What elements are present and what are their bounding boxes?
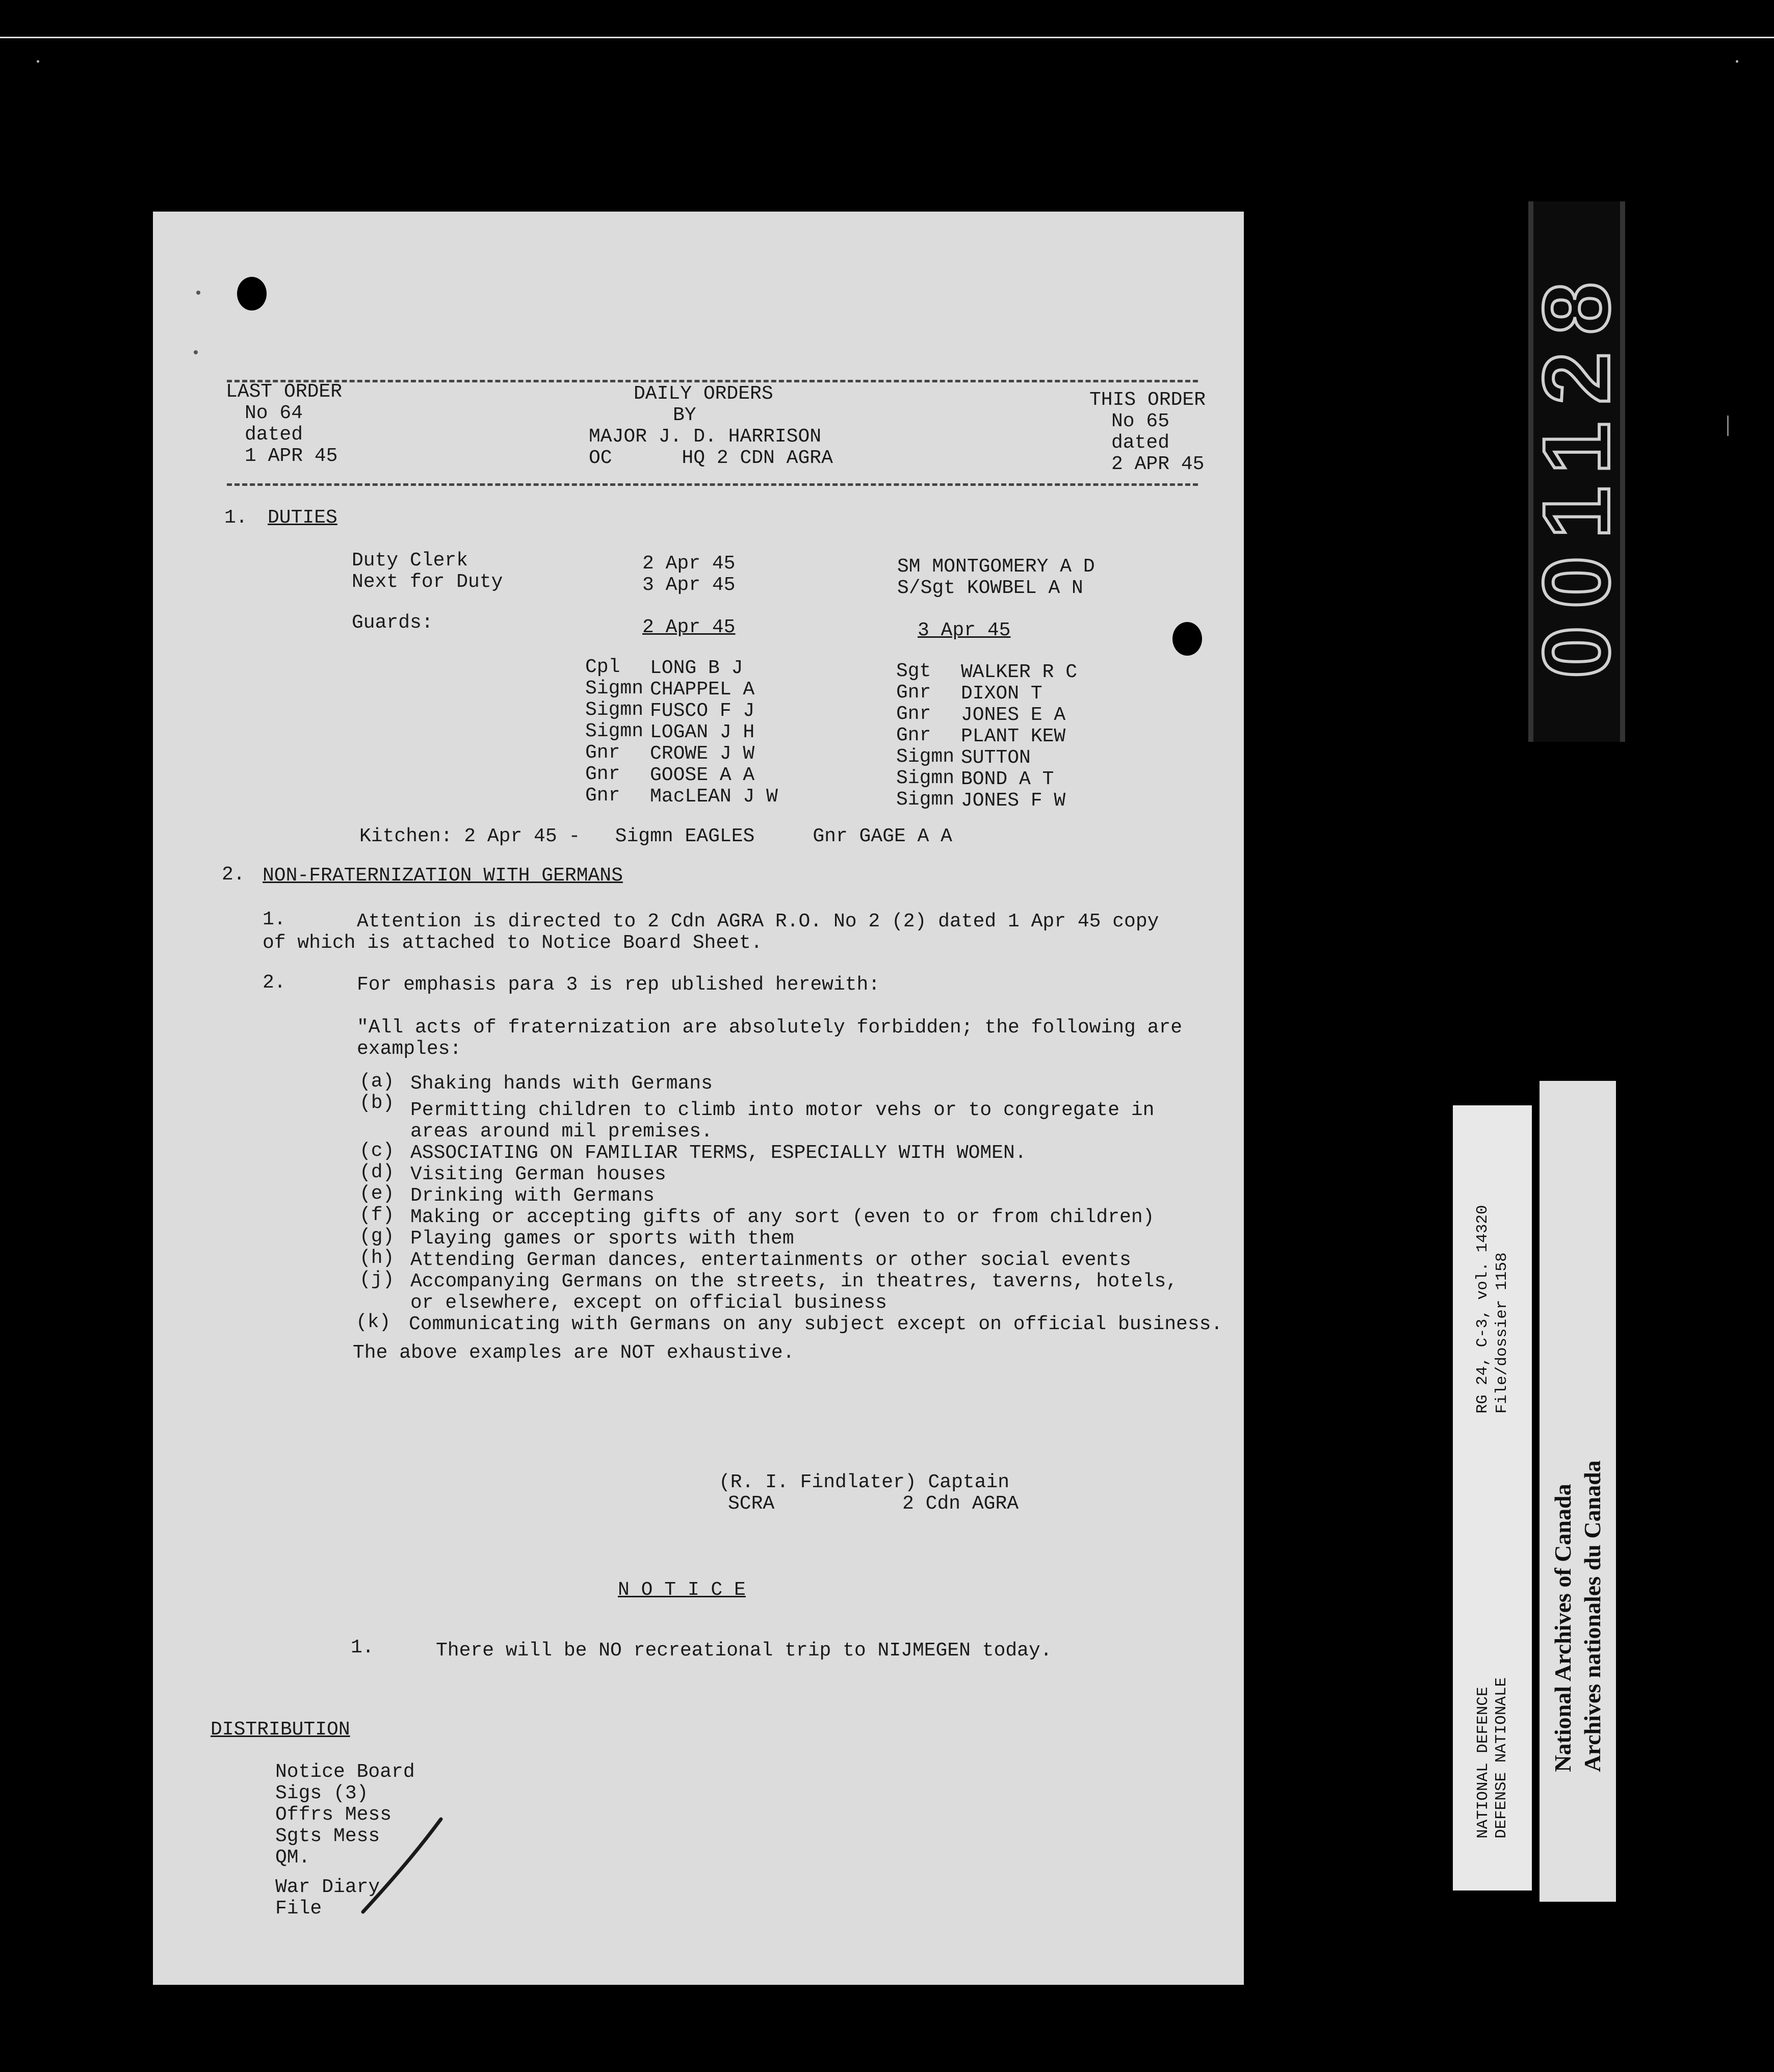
guard-rank: Gnr bbox=[585, 742, 620, 764]
punch-hole bbox=[237, 277, 267, 310]
top-border-line bbox=[0, 37, 1774, 38]
guard-name: SUTTON bbox=[961, 747, 1031, 769]
this-order-date: 2 APR 45 bbox=[1111, 453, 1205, 475]
list-item-text: Shaking hands with Germans bbox=[410, 1073, 713, 1095]
distribution-item: Offrs Mess bbox=[275, 1804, 392, 1826]
this-order-dated-label: dated bbox=[1111, 432, 1170, 454]
guard-rank: Gnr bbox=[896, 724, 931, 746]
list-item-key: (g) bbox=[359, 1226, 395, 1248]
quote-line: "All acts of fraternization are absolutely forbidden; the following are bbox=[357, 1017, 1183, 1039]
guard-rank: Sigmn bbox=[585, 699, 644, 721]
closing-line: The above examples are NOT exhaustive. bbox=[353, 1342, 795, 1364]
list-item-text: Making or accepting gifts of any sort (even to or from children) bbox=[410, 1206, 1155, 1228]
guard-rank: Gnr bbox=[585, 785, 620, 807]
list-item-text: Communicating with Germans on any subject except on official business. bbox=[409, 1313, 1223, 1335]
guard-name: JONES E A bbox=[961, 704, 1066, 726]
guard-name: DIXON T bbox=[961, 683, 1042, 705]
guard-rank: Sgt bbox=[896, 660, 931, 682]
punch-hole bbox=[1172, 622, 1202, 656]
national-defence-en: NATIONAL DEFENCE bbox=[1474, 1687, 1492, 1839]
guard-rank: Sigmn bbox=[896, 767, 955, 789]
list-item-text: or elsewhere, except on official business bbox=[410, 1292, 887, 1314]
title-daily-orders: DAILY ORDERS bbox=[634, 383, 773, 405]
section-number: 1. bbox=[224, 507, 248, 529]
duty-clerk-name: SM MONTGOMERY A D bbox=[897, 556, 1095, 578]
guard-rank: Gnr bbox=[896, 682, 931, 704]
archive-reference-text bbox=[1473, 1205, 1512, 1413]
header-top-dashed-rule bbox=[227, 380, 1198, 382]
duty-clerk-date: 2 Apr 45 bbox=[642, 553, 736, 575]
guard-name: CROWE J W bbox=[650, 743, 755, 765]
dust-speck bbox=[196, 291, 200, 295]
frame-number: 001128 bbox=[1524, 265, 1629, 679]
distribution-item: Sgts Mess bbox=[275, 1825, 380, 1847]
list-item-key: (h) bbox=[359, 1247, 395, 1269]
national-archives-fr: Archives nationales du Canada bbox=[1579, 1460, 1605, 1772]
paragraph-number: 1. bbox=[263, 909, 286, 930]
section-number: 2. bbox=[222, 864, 245, 886]
distribution-item: File bbox=[275, 1898, 322, 1920]
dust-speck bbox=[37, 60, 39, 63]
guard-name: LOGAN J H bbox=[650, 721, 755, 743]
paragraph-1-line: of which is attached to Notice Board Sheet. bbox=[263, 932, 763, 954]
guards-date-1: 2 Apr 45 bbox=[642, 616, 736, 638]
guards-label: Guards: bbox=[352, 612, 433, 634]
list-item-key: (b) bbox=[359, 1092, 395, 1114]
notice-text: There will be NO recreational trip to NIJMEGEN today. bbox=[436, 1640, 1052, 1662]
duty-clerk-label: Duty Clerk bbox=[352, 550, 468, 572]
list-item-text: Accompanying Germans on the streets, in theatres, taverns, hotels, bbox=[410, 1271, 1178, 1292]
list-item-key: (k) bbox=[356, 1311, 391, 1333]
list-item-text: Drinking with Germans bbox=[410, 1185, 655, 1207]
dust-speck bbox=[194, 350, 198, 354]
guards-date-2: 3 Apr 45 bbox=[918, 619, 1011, 641]
guard-name: BOND A T bbox=[961, 768, 1054, 790]
list-item-text: Attending German dances, entertainments or other social events bbox=[410, 1249, 1131, 1271]
guard-rank: Sigmn bbox=[585, 720, 644, 742]
signature-name: (R. I. Findlater) Captain bbox=[719, 1471, 1010, 1493]
next-for-duty-label: Next for Duty bbox=[352, 571, 503, 593]
guard-name: JONES F W bbox=[961, 790, 1066, 812]
section-heading-non-fraternization: NON-FRATERNIZATION WITH GERMANS bbox=[263, 865, 623, 887]
title-unit: OC HQ 2 CDN AGRA bbox=[589, 447, 833, 469]
national-archives-en: National Archives of Canada bbox=[1550, 1484, 1576, 1772]
paragraph-1-line: Attention is directed to 2 Cdn AGRA R.O. No 2 (2) dated 1 Apr 45 copy bbox=[357, 911, 1159, 933]
kitchen-duty: Kitchen: 2 Apr 45 - Sigmn EAGLES Gnr GAGE A A bbox=[359, 825, 952, 847]
distribution-heading: DISTRIBUTION bbox=[211, 1719, 350, 1741]
film-edge-mark bbox=[1727, 416, 1729, 436]
guard-name: GOOSE A A bbox=[650, 764, 755, 786]
guard-rank: Cpl bbox=[585, 656, 620, 678]
list-item-text: Playing games or sports with them bbox=[410, 1228, 794, 1250]
header-bottom-dashed-rule bbox=[227, 483, 1198, 486]
list-item-text: Permitting children to climb into motor vehs or to congregate in bbox=[410, 1099, 1155, 1121]
title-officer: MAJOR J. D. HARRISON bbox=[589, 426, 822, 448]
last-order-dated-label: dated bbox=[245, 424, 303, 446]
guard-rank: Gnr bbox=[896, 703, 931, 725]
last-order-label: LAST ORDER bbox=[226, 381, 343, 403]
last-order-number: No 64 bbox=[245, 402, 303, 424]
list-item-key: (e) bbox=[359, 1183, 395, 1205]
title-by: BY bbox=[673, 404, 696, 426]
guard-name: MacLEAN J W bbox=[650, 786, 778, 808]
dust-speck bbox=[1736, 60, 1738, 63]
guard-rank: Sigmn bbox=[585, 678, 644, 700]
guard-rank: Sigmn bbox=[896, 789, 955, 811]
distribution-item: Notice Board bbox=[275, 1761, 415, 1783]
archive-reference-label bbox=[1453, 1105, 1532, 1890]
guard-rank: Gnr bbox=[585, 763, 620, 785]
quote-line: examples: bbox=[357, 1038, 462, 1060]
guard-name: PLANT KEW bbox=[961, 726, 1066, 747]
this-order-label: THIS ORDER bbox=[1089, 389, 1206, 411]
paragraph-number: 2. bbox=[263, 972, 286, 994]
list-item-key: (c) bbox=[359, 1140, 395, 1162]
next-for-duty-name: S/Sgt KOWBEL A N bbox=[897, 577, 1083, 599]
national-defence-text bbox=[1474, 1677, 1511, 1838]
distribution-item: War Diary bbox=[275, 1876, 380, 1898]
frame-number-stamp bbox=[1524, 201, 1629, 742]
section-heading-duties: DUTIES bbox=[268, 507, 337, 529]
notice-number: 1. bbox=[351, 1637, 374, 1659]
list-item-key: (d) bbox=[359, 1161, 395, 1183]
notice-heading: N O T I C E bbox=[618, 1579, 746, 1601]
this-order-number: No 65 bbox=[1111, 410, 1170, 432]
list-item-text: areas around mil premises. bbox=[410, 1121, 713, 1143]
distribution-item: Sigs (3) bbox=[275, 1782, 369, 1804]
file-reference: File/dossier 1158 bbox=[1493, 1252, 1511, 1414]
rg-reference: RG 24, C-3, vol. 14320 bbox=[1474, 1205, 1492, 1414]
national-archives-text bbox=[1548, 1460, 1607, 1772]
list-item-text: ASSOCIATING ON FAMILIAR TERMS, ESPECIALLY WITH WOMEN. bbox=[410, 1142, 1027, 1164]
next-for-duty-date: 3 Apr 45 bbox=[642, 574, 736, 596]
guard-rank: Sigmn bbox=[896, 746, 955, 768]
list-item-key: (j) bbox=[359, 1268, 395, 1290]
last-order-date: 1 APR 45 bbox=[245, 445, 338, 467]
signature-appointment: SCRA 2 Cdn AGRA bbox=[728, 1493, 1019, 1515]
list-item-key: (a) bbox=[359, 1071, 395, 1093]
national-archives-label bbox=[1540, 1081, 1616, 1902]
list-item-key: (f) bbox=[359, 1204, 395, 1226]
national-defence-fr: DEFENSE NATIONALE bbox=[1493, 1677, 1510, 1839]
pen-tick-mark bbox=[352, 1815, 449, 1917]
paragraph-2-line: For emphasis para 3 is rep ublished herewith: bbox=[357, 974, 880, 996]
guard-name: FUSCO F J bbox=[650, 700, 755, 722]
document-page bbox=[153, 212, 1244, 1985]
guard-name: LONG B J bbox=[650, 657, 743, 679]
guard-name: WALKER R C bbox=[961, 661, 1078, 683]
guard-name: CHAPPEL A bbox=[650, 679, 755, 701]
list-item-text: Visiting German houses bbox=[410, 1163, 666, 1185]
distribution-item: QM. bbox=[275, 1847, 310, 1869]
